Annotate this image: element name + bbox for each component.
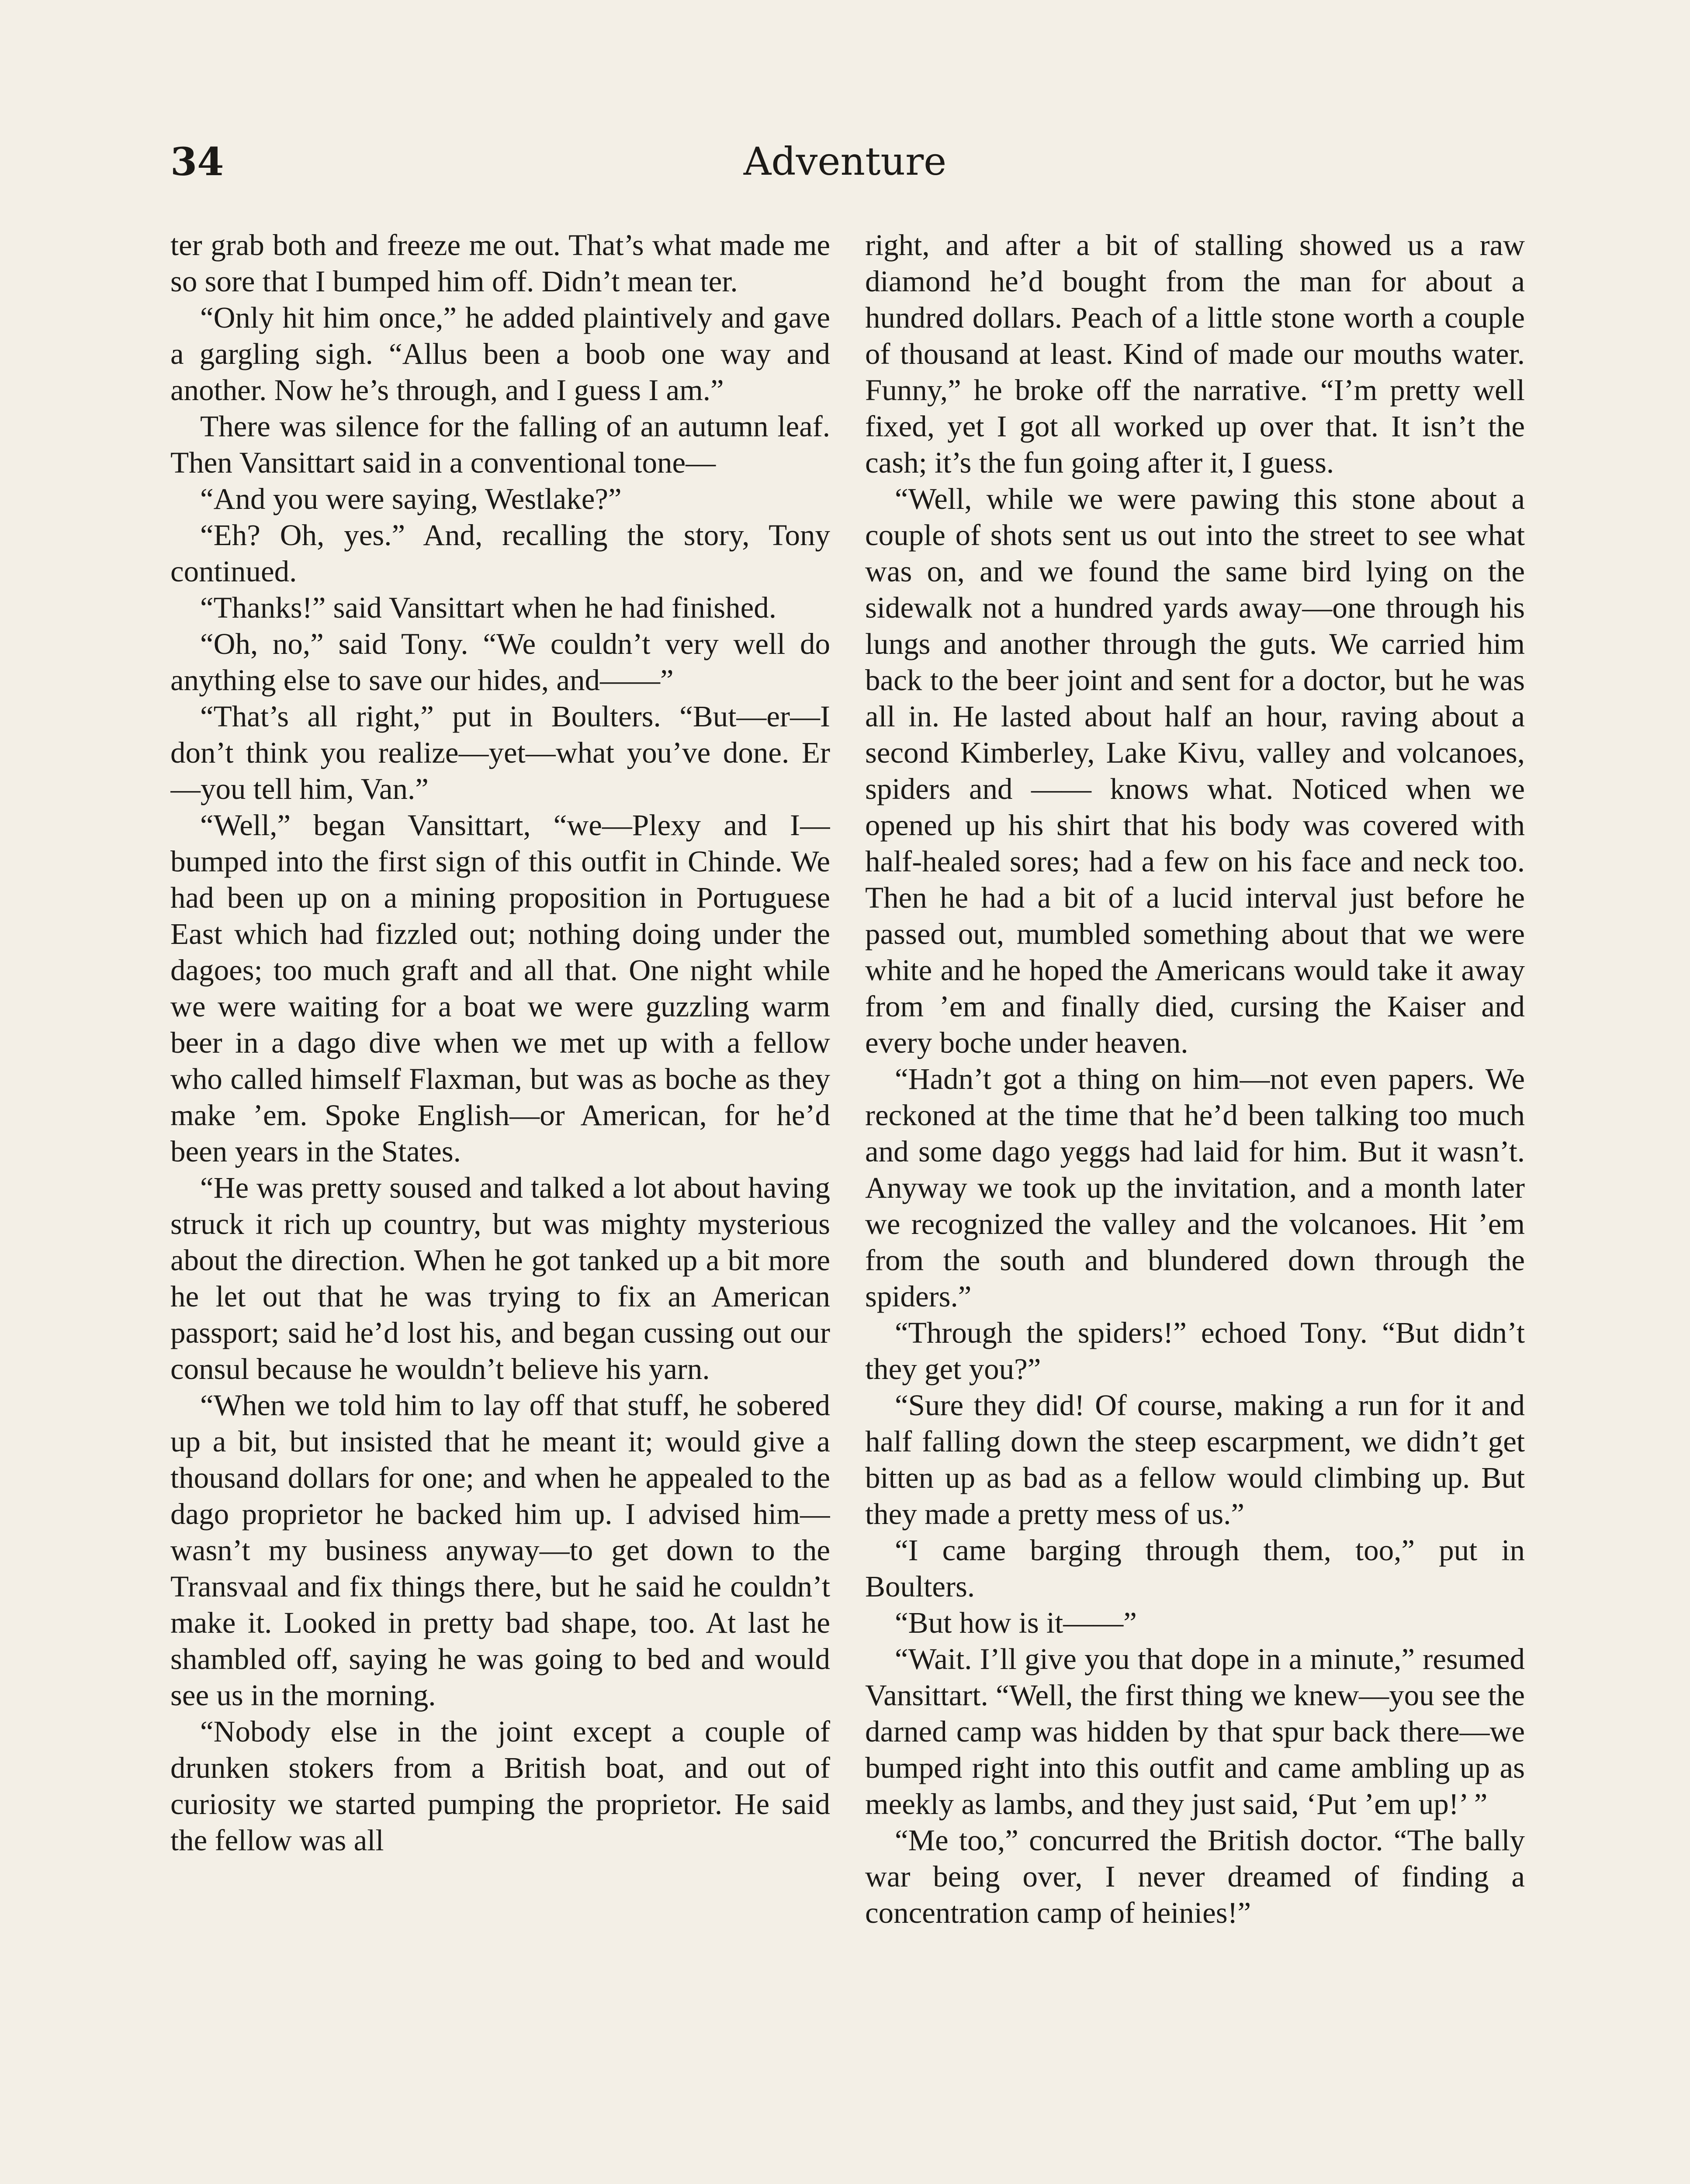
paragraph: right, and after a bit of stalling showed us a raw diamond he’d bought from the man for about a hundred dollars. Peach of a little stone worth a couple of thousand at least. Kind of made our mouths water. Funny,” he broke off the narrative. “I’m pretty well fixed, yet I got all worked up over that. It isn’t the cash; it’s the fun going after it, I guess. [865,228,1525,479]
paragraph: “But how is it——” [895,1606,1137,1639]
paragraph: “That’s all right,” put in Boulters. “But—er—I don’t think you realize—yet—what you’ve done. Er—you tell him, Van.” [170,700,830,805]
paragraph: “Wait. I’ll give you that dope in a minute,” resumed Vansittart. “Well, the first thing we knew—you see the darned camp was hidden by that spur back there—we bumped right into this outfit and came ambling up as meekly as lambs, and they just said, ‘Put ’em up!’ ” [865,1642,1525,1821]
running-head-title: Adventure [743,139,947,184]
text-column-left [170,227,830,2184]
paragraph: “He was pretty soused and talked a lot about having struck it rich up country, but was mighty mysterious about the direction. When he got tanked up a bit more he let out that he was trying to fix an American passport; said he’d lost his, and began cussing out our consul because he wouldn’t believe his yarn. [170,1171,830,1386]
paragraph: “When we told him to lay off that stuff, he sobered up a bit, but insisted that he meant it; would give a thousand dollars for one; and when he appealed to the dago proprietor he backed him up. I advised him—wasn’t my business anyway—to get down to the Transvaal and fix things there, but he said he couldn’t make it. Looked in pretty bad shape, too. At last he shambled off, saying he was going to bed and would see us in the morning. [170,1389,830,1712]
paragraph: “Me too,” concurred the British doctor. “The bally war being over, I never dreamed of finding a concentration camp of heinies!” [865,1824,1525,1929]
page-number: 34 [170,139,224,184]
paragraph: “Sure they did! Of course, making a run for it and half falling down the steep escarpment, we didn’t get bitten up as bad as a fellow would climbing up. But they made a pretty mess of us.” [865,1389,1525,1531]
paragraph: “Eh? Oh, yes.” And, recalling the story, Tony continued. [170,518,830,588]
paragraph: “Oh, no,” said Tony. “We couldn’t very well do anything else to save our hides, and——” [170,627,830,697]
paragraph: “I came barging through them, too,” put in Boulters. [865,1534,1525,1603]
paragraph: “And you were saying, Westlake?” [200,482,622,515]
paragraph: “Well, while we were pawing this stone about a couple of shots sent us out into the street to see what was on, and we found the same bird lying on the sidewalk not a hundred yards away—one through his lungs and another through the guts. We carried him back to the beer joint and sent for a doctor, but he was all in. He lasted about half an hour, raving about a second Kimberley, Lake Kivu, valley and volcanoes, spiders and —— knows what. Noticed when we opened up his shirt that his body was covered with half-healed sores; had a few on his face and neck too. Then he had a bit of a lucid interval just before he passed out, mumbled something about that we were white and he hoped the Americans would take it away from ’em and finally died, cursing the Kaiser and every boche under heaven. [865,482,1525,1059]
paragraph: “Only hit him once,” he added plaintively and gave a gargling sigh. “Allus been a boob one way and another. Now he’s through, and I guess I am.” [170,301,830,407]
paragraph: “Nobody else in the joint except a couple of drunken stokers from a British boat, and out of curiosity we started pumping the proprietor. He said the fellow was all [170,1715,830,1857]
paragraph: “Hadn’t got a thing on him—not even papers. We reckoned at the time that he’d been talking too much and some dago yeggs had laid for him. But it wasn’t. Anyway we took up the invitation, and a month later we recognized the valley and the volcanoes. Hit ’em from the south and blundered down through the spiders.” [865,1062,1525,1313]
paragraph: “Thanks!” said Vansittart when he had finished. [200,591,776,624]
paragraph: There was silence for the falling of an autumn leaf. Then Vansittart said in a conventional tone— [170,410,830,479]
text-column-right [865,227,1525,2184]
paragraph: “Through the spiders!” echoed Tony. “But didn’t they get you?” [865,1316,1525,1386]
paragraph: ter grab both and freeze me out. That’s what made me so sore that I bumped him off. Didn’t mean ter. [170,228,830,298]
paragraph: “Well,” began Vansittart, “we—Plexy and I—bumped into the first sign of this outfit in Chinde. We had been up on a mining proposition in Portuguese East which had fizzled out; nothing doing under the dagoes; too much graft and all that. One night while we were waiting for a boat we were guzzling warm beer in a dago dive when we met up with a fellow who called himself Flaxman, but was as boche as they make ’em. Spoke English—or American, for he’d been years in the States. [170,809,830,1168]
